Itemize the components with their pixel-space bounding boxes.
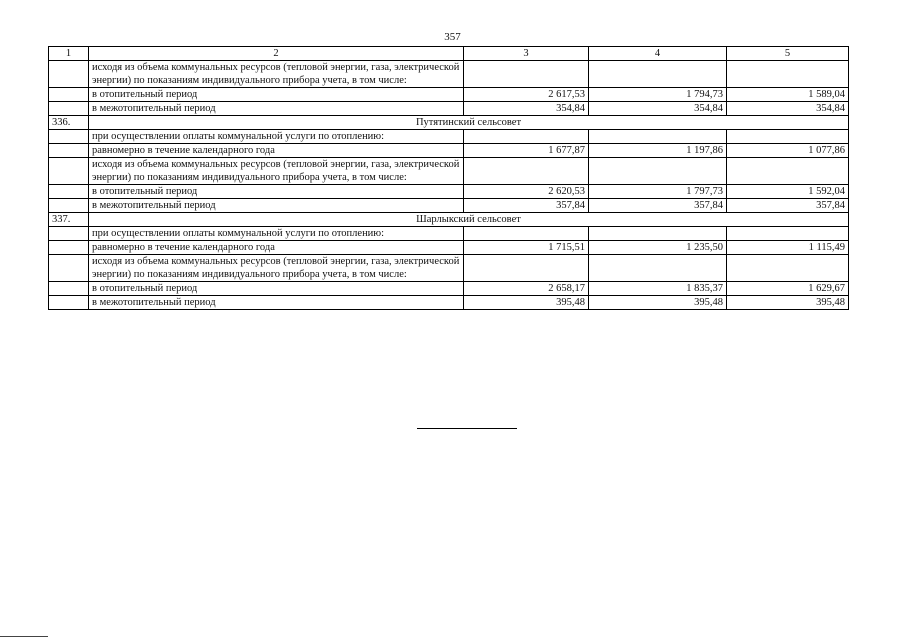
value-col-4: 1 797,73	[589, 185, 727, 199]
row-number	[49, 185, 89, 199]
value-col-5: 1 589,04	[727, 88, 849, 102]
value-col-5: 357,84	[727, 199, 849, 213]
row-description: при осуществлении оплаты коммунальной услуги по отоплению:	[89, 227, 464, 241]
row-number	[49, 130, 89, 144]
header-cell-2: 2	[89, 47, 464, 61]
value-col-3: 395,48	[464, 296, 589, 310]
row-number	[49, 255, 89, 282]
value-col-4	[589, 158, 727, 185]
value-col-4: 1 197,86	[589, 144, 727, 158]
row-description: при осуществлении оплаты коммунальной услуги по отоплению:	[89, 130, 464, 144]
closing-rule	[417, 428, 517, 429]
row-description: в межотопительный период	[89, 296, 464, 310]
row-description: исходя из объема коммунальных ресурсов (тепловой энергии, газа, электрической энергии) по показаниям индивидуального прибора учета, в том числе:	[89, 158, 464, 185]
value-col-3: 2 658,17	[464, 282, 589, 296]
value-col-5: 395,48	[727, 296, 849, 310]
row-description: в отопительный период	[89, 88, 464, 102]
section-title: Шарлыкский сельсовет	[89, 213, 849, 227]
value-col-4: 1 235,50	[589, 241, 727, 255]
header-cell-4: 4	[589, 47, 727, 61]
row-description: равномерно в течение календарного года	[89, 144, 464, 158]
table-row	[49, 282, 849, 296]
header-cell-5: 5	[727, 47, 849, 61]
row-description: в межотопительный период	[89, 102, 464, 116]
value-col-5: 1 592,04	[727, 185, 849, 199]
row-description: исходя из объема коммунальных ресурсов (тепловой энергии, газа, электрической энергии) по показаниям индивидуального прибора учета, в том числе:	[89, 255, 464, 282]
value-col-4	[589, 61, 727, 88]
row-number: 337.	[49, 213, 89, 227]
value-col-4: 354,84	[589, 102, 727, 116]
value-col-3: 357,84	[464, 199, 589, 213]
value-col-5: 1 629,67	[727, 282, 849, 296]
value-col-4	[589, 227, 727, 241]
value-col-5	[727, 61, 849, 88]
value-col-3: 2 617,53	[464, 88, 589, 102]
tariff-table	[48, 46, 849, 310]
row-number	[49, 227, 89, 241]
value-col-5	[727, 255, 849, 282]
value-col-4: 1 794,73	[589, 88, 727, 102]
table-row	[49, 199, 849, 213]
row-number: 336.	[49, 116, 89, 130]
value-col-3: 1 677,87	[464, 144, 589, 158]
value-col-4: 357,84	[589, 199, 727, 213]
table-row	[49, 227, 849, 241]
row-number	[49, 144, 89, 158]
table-row	[49, 61, 849, 88]
row-number	[49, 102, 89, 116]
value-col-3	[464, 130, 589, 144]
table-row	[49, 241, 849, 255]
row-number	[49, 241, 89, 255]
row-number	[49, 199, 89, 213]
value-col-5	[727, 130, 849, 144]
value-col-3	[464, 158, 589, 185]
value-col-4: 395,48	[589, 296, 727, 310]
value-col-3: 1 715,51	[464, 241, 589, 255]
section-title: Путятинский сельсовет	[89, 116, 849, 130]
table-row	[49, 130, 849, 144]
table-row	[49, 144, 849, 158]
row-description: в межотопительный период	[89, 199, 464, 213]
row-number	[49, 88, 89, 102]
row-number	[49, 61, 89, 88]
section-row	[49, 116, 849, 130]
value-col-3	[464, 227, 589, 241]
table-body	[49, 61, 849, 310]
value-col-3: 2 620,53	[464, 185, 589, 199]
row-number	[49, 158, 89, 185]
value-col-5: 1 077,86	[727, 144, 849, 158]
table-header-row	[49, 47, 849, 61]
table-row	[49, 296, 849, 310]
row-description: в отопительный период	[89, 282, 464, 296]
section-row	[49, 213, 849, 227]
row-number	[49, 296, 89, 310]
value-col-5	[727, 227, 849, 241]
page-number: 357	[444, 31, 461, 43]
value-col-3	[464, 61, 589, 88]
table-row	[49, 185, 849, 199]
table-row	[49, 158, 849, 185]
table-row	[49, 88, 849, 102]
value-col-5: 354,84	[727, 102, 849, 116]
row-number	[49, 282, 89, 296]
value-col-5	[727, 158, 849, 185]
table-row	[49, 102, 849, 116]
row-description: равномерно в течение календарного года	[89, 241, 464, 255]
header-cell-1: 1	[49, 47, 89, 61]
value-col-4	[589, 130, 727, 144]
value-col-3	[464, 255, 589, 282]
value-col-5: 1 115,49	[727, 241, 849, 255]
value-col-4	[589, 255, 727, 282]
row-description: исходя из объема коммунальных ресурсов (тепловой энергии, газа, электрической энергии) по показаниям индивидуального прибора учета, в том числе:	[89, 61, 464, 88]
value-col-4: 1 835,37	[589, 282, 727, 296]
value-col-3: 354,84	[464, 102, 589, 116]
row-description: в отопительный период	[89, 185, 464, 199]
corner-line	[0, 636, 48, 637]
table-row	[49, 255, 849, 282]
header-cell-3: 3	[464, 47, 589, 61]
